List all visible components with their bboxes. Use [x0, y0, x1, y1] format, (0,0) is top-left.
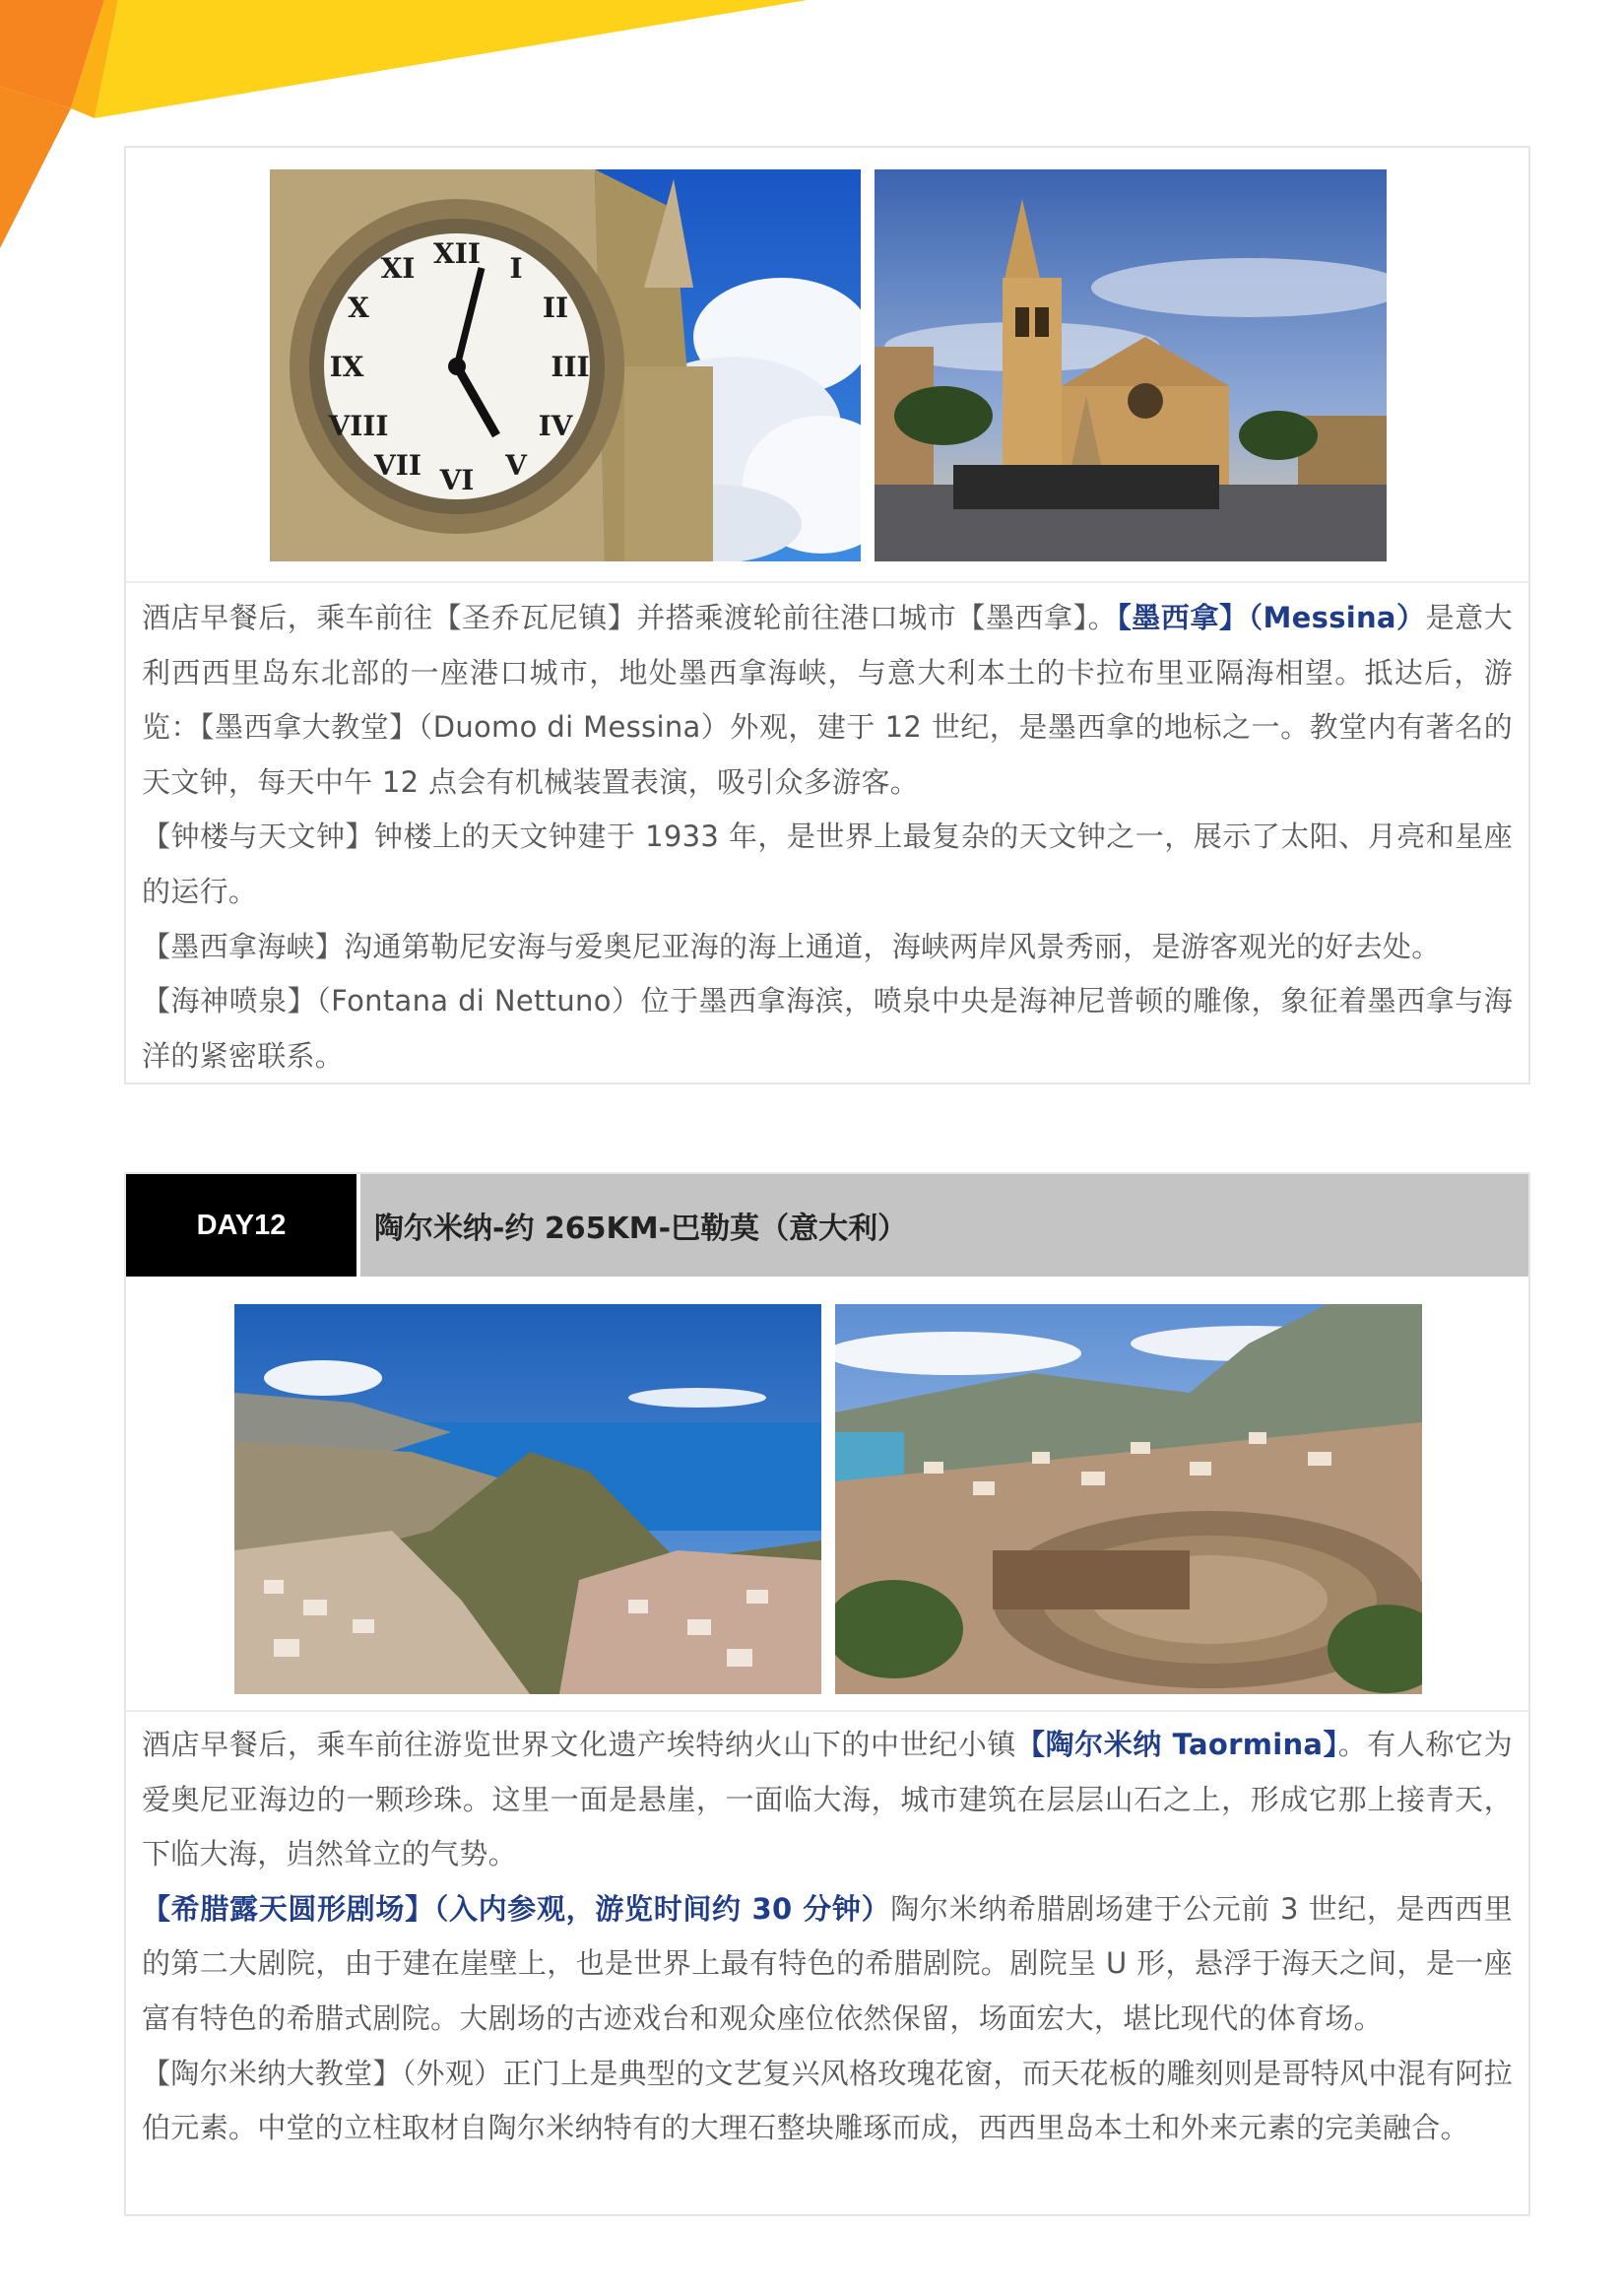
body-text: 。有人称它为爱奥尼亚海边的一颗珍珠。这里一面是悬崖，一面临大海，城市建筑在层层山石之上，形成它那上接青天，下临大海，岿然耸立的气势。 [142, 1728, 1513, 1871]
photo-row [270, 169, 1387, 561]
day-header [126, 1174, 1528, 1277]
greek-theatre-photo [835, 1304, 1422, 1694]
body-text: 酒店早餐后，乘车前往【圣乔瓦尼镇】并搭乘渡轮前往港口城市【墨西拿】。 [142, 601, 1118, 634]
svg-text:VIII: VIII [328, 410, 389, 442]
day12-content-card [124, 1172, 1530, 2216]
day11-description [142, 591, 1513, 1083]
paragraph [142, 1718, 1513, 1882]
body-text: 陶尔米纳希腊剧场建于公元前 3 世纪，是西西里的第二大剧院，由于建在崖壁上，也是世界上最有特色的希腊剧院。剧院呈 U 形，悬浮于海天之间，是一座富有特色的希腊式剧院。大剧场的古迹戏台和观众座位依然保留，场面宏大，堪比现代的体育场。 [142, 1891, 1514, 2035]
paragraph [142, 1882, 1513, 2047]
svg-text:III: III [551, 351, 590, 383]
body-text: 【陶尔米纳大教堂】（外观）正门上是典型的文艺复兴风格玫瑰花窗，而天花板的雕刻则是哥特风中混有阿拉伯元素。中堂的立柱取材自陶尔米纳特有的大理石整块雕琢而成，西西里岛本土和外来元素的完美融合。 [142, 2056, 1513, 2145]
svg-text:IX: IX [329, 351, 364, 383]
highlight-text: 【墨西拿】（Messina） [1117, 601, 1426, 634]
body-text: 是意大利西西里岛东北部的一座港口城市，地处墨西拿海峡，与意大利本土的卡拉布里亚隔海相望。抵达后，游览：【墨西拿大教堂】（Duomo di Messina）外观，建于 12 世纪，是墨西拿的地标之一。教堂内有著名的天文钟，每天中午 12 点会有机械装置表演，吸引众多游客。 [142, 601, 1514, 799]
body-text: 酒店早餐后，乘车前往游览世界文化遗产埃特纳火山下的中世纪小镇 [142, 1728, 1016, 1761]
svg-text:X: X [348, 292, 369, 324]
day-label: DAY12 [126, 1174, 357, 1277]
body-text: 【海神喷泉】（Fontana di Nettuno）位于墨西拿海滨，喷泉中央是海神尼普顿的雕像，象征着墨西拿与海洋的紧密联系。 [142, 984, 1513, 1073]
svg-text:XII: XII [433, 237, 481, 270]
svg-text:XI: XI [380, 252, 416, 285]
paragraph [142, 2047, 1513, 2156]
paragraph [142, 974, 1513, 1083]
svg-text:II: II [542, 292, 569, 324]
day-title: 陶尔米纳-约 265KM-巴勒莫（意大利） [360, 1174, 1528, 1277]
paragraph [142, 591, 1513, 810]
day12-description [142, 1718, 1513, 2156]
paragraph [142, 920, 1513, 975]
svg-text:IV: IV [538, 410, 573, 442]
body-text: 【墨西拿海峡】沟通第勒尼安海与爱奥尼亚海的海上通道，海峡两岸风景秀丽，是游客观光的好去处。 [142, 929, 1441, 963]
svg-text:I: I [509, 252, 523, 285]
svg-text:V: V [505, 449, 527, 482]
body-text: 【钟楼与天文钟】钟楼上的天文钟建于 1933 年，是世界上最复杂的天文钟之一，展示了太阳、月亮和星座的运行。 [142, 820, 1513, 908]
svg-text:VII: VII [374, 449, 421, 482]
photo-row [234, 1304, 1422, 1694]
svg-text:VI: VI [439, 464, 475, 496]
taormina-coast-photo [234, 1304, 821, 1694]
day11-content-card [124, 146, 1530, 1084]
highlight-text: 【陶尔米纳 Taormina】 [1015, 1728, 1338, 1761]
highlight-text: 【希腊露天圆形剧场】（入内参观，游览时间约 30 分钟） [142, 1891, 891, 1926]
clock-tower-photo [270, 169, 861, 561]
cathedral-square-photo [875, 169, 1387, 561]
paragraph [142, 810, 1513, 919]
